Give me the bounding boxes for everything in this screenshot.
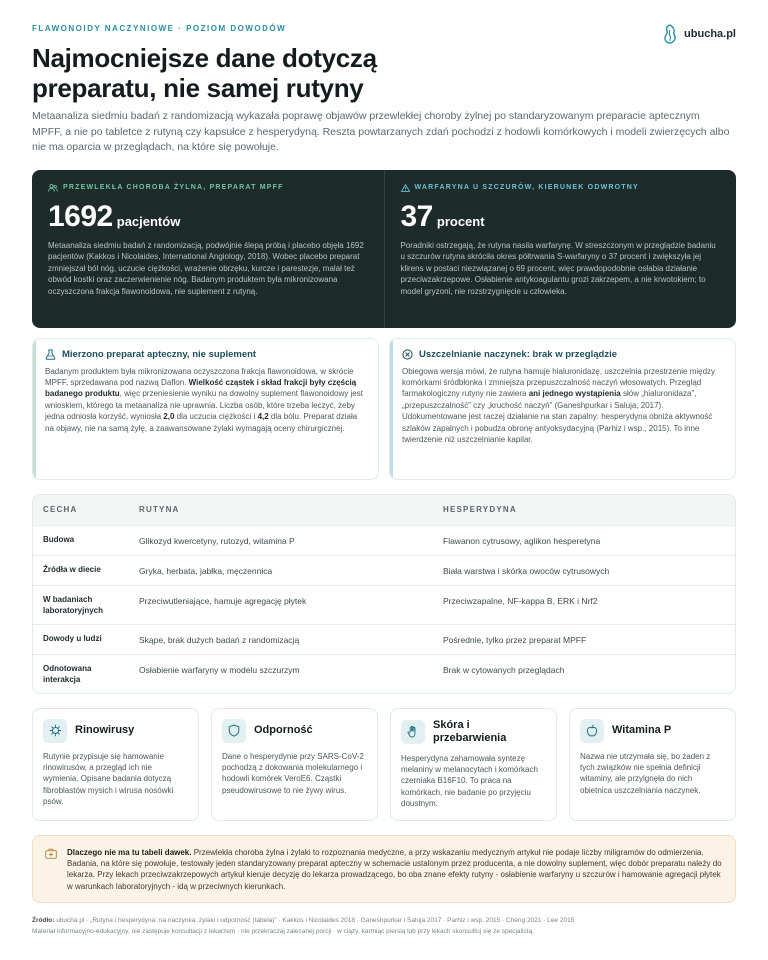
card-vitamin-p-body: Nazwa nie utrzymała się, bo żaden z tych związków nie spełnia definicji witaminy, ale przylgnęła do nich obietnica uszczelniania naczynek. — [580, 751, 711, 795]
card-immunity-title: Odporność — [254, 724, 313, 736]
card-capillary-sealing — [389, 338, 736, 480]
card-skin-title: Skóra i przebarwienia — [433, 718, 507, 744]
hand-icon — [407, 725, 419, 738]
stat-mpff-number: 1692 — [48, 199, 113, 233]
table-row: Źródła w diecie Gryka, herbata, jabłka, męczennica Biała warstwa i skórka owoców cytrusowych — [33, 555, 735, 585]
card-pharmacy-product — [32, 338, 379, 480]
card-rhinovirus — [32, 708, 199, 821]
card-immunity — [211, 708, 378, 821]
people-icon — [48, 184, 58, 192]
table-row: Dowody u ludzi Skąpe, brak dużych badań z randomizacją Pośrednie, tylko przez preparat MPFF — [33, 624, 735, 654]
stat-mpff-tag: PRZEWLEKŁA CHOROBA ŻYLNA, PREPARAT MPFF — [63, 184, 284, 191]
card-rhinovirus-title: Rinowirusy — [75, 724, 135, 736]
card-capillary-body: Obiegowa wersja mówi, że rutyna hamuje hialuronidazę, uszczelnia przestrzenie między komórkami śródbłonka i zmniejsza przepuszczalność naczyń włosowatych. Przegląd farmakologiczny rutyny nie zawiera ani jednego wystąpienia słów „hialuronidaza”, „przepuszczalność” czy „kruchość naczyń” (Ganeshpurkar i Saluja, 2017). Udokumentowane jest raczej działanie na stan zapalny: hesperydyna obniża aktywność szlaków zapalnych i pobudza obronę antyoksydacyjną (Parhiz i wsp., 2015). To inne twierdzenie niż uszczelnianie kapilar. — [402, 366, 716, 444]
shield-icon — [228, 724, 240, 737]
dosage-note-text: Dlaczego nie ma tu tabeli dawek. Przewlekła choroba żylna i żylaki to rozpoznania medyczne, a przy wskazaniu medycznym artykuł nie podaje liczby miligramów do odmierzenia. Badania, na które się powołuje, testowały jeden standaryzowany preparat apteczny w schemacie ustalonym przez producenta, a nie dowolny suplement, więc dobór preparatu należy do lekarza. Przy lekach przeciwzakrzepowych artykuł kieruje decyzję do lekarza prowadzącego, bo oba znane efekty rutyny - osłabienie warfaryny u szczurów i hamowanie agregacji płytek w warunkach laboratoryjnych - idą w przeciwnych kierunkach. — [67, 847, 722, 891]
card-skin — [390, 708, 557, 821]
stat-mpff-unit: pacjentów — [116, 213, 181, 229]
column-header-feature: CECHA — [43, 505, 78, 514]
footer-disclaimer: Materiał informacyjno-edukacyjny, nie zastępuje konsultacji z lekarzem · nie przekraczaj zalecanej porcji · w ciąży, karmiąc piersią lub przy lekach skonsultuj się ze specjalistą. — [32, 928, 534, 936]
table-header — [33, 495, 735, 525]
myth-cards — [32, 708, 736, 821]
card-immunity-body: Dane o hesperydynie przy SARS-CoV-2 pochodzą z dokowania molekularnego i hodowli komórek VeroE6. Cząstki pseudowirusowe to nie żywy wirus. — [222, 751, 364, 795]
x-circle-icon — [402, 349, 413, 360]
brand[interactable] — [661, 24, 736, 44]
infographic-page — [32, 24, 736, 937]
footer — [32, 915, 736, 937]
eyebrow: FLAWONOIDY NACZYNIOWE · POZIOM DOWODÓW — [32, 24, 287, 33]
card-pharmacy-title: Mierzono preparat apteczny, nie suplement — [62, 348, 257, 360]
card-rhinovirus-body: Rutynie przypisuje się hamowanie rinowirusów, a przegląd ich nie wymienia. Opisane badania dotyczą fibroblastów mysich i wirusa nosówki psów. — [43, 751, 174, 807]
stat-mpff-description: Metaanaliza siedmiu badań z randomizacją, podwójnie ślepą próbą i placebo objęła 1692 pacjentów (Kakkos i Nicolaides, International Angiology, 2018). Wobec placebo preparat zmniejszał ból nóg, uczucie ciężkości, wrażenie obrzęku, kurcze i parestezje, malał też obwód kostki oraz zaczerwienienie nóg. Badanym produktem była mikronizowana oczyszczona frakcja flawonoidowa, nie suplement z rutyną. — [48, 240, 364, 296]
stat-warfarin-description: Poradniki ostrzegają, że rutyna nasila warfarynę. W streszczonym w przeglądzie badaniu u szczurów rutyna skróciła okres półtrwania S-warfaryny o 37 procent i zwiększyła jej klirens w postaci niezwiązanej o 69 procent, więc prawdopodobnie osłabia działanie przeciwzakrzepowe. Osłabienie antykoagulantu grozi zakrzepem, a nie krwotokiem; to model gryzoni, nie rozstrzygnięcie u człowieka. — [400, 240, 716, 296]
stat-warfarin-tag: WARFARYNA U SZCZURÓW, KIERUNEK ODWROTNY — [414, 184, 639, 191]
apple-icon — [586, 724, 598, 737]
table-row: Odnotowana interakcja Osłabienie warfaryny w modelu szczurzym Brak w cytowanych przeglądach — [33, 654, 735, 693]
table-row: W badaniach laboratoryjnych Przeciwutleniające, hamuje agregację płytek Przeciwzapalne, NF-kappa B, ERK i Nrf2 — [33, 585, 735, 624]
stat-warfarin-number: 37 — [400, 199, 433, 233]
card-skin-body: Hesperydyna zahamowała syntezę melaniny w melanocytach i komórkach czerniaka B16F10. To praca na komórkach, nie badanie po przyjęciu doustnym. — [401, 753, 538, 809]
kombucha-logo-icon — [661, 24, 679, 44]
footer-sources: Źródło: ubucha.pl · „Rutyna i hesperydyna: na naczynka, żylaki i odporność (tabela)” · Kakkos i Nicolaides 2018 · Ganeshpurkar i Saluja 2017 · Parhiz i wsp. 2015 · Cheng 2021 · Lee 2015 — [32, 917, 575, 925]
virus-icon — [49, 724, 62, 737]
page-title: Najmocniejsze dane dotyczą preparatu, nie samej rutyny — [32, 43, 377, 103]
card-vitamin-p — [569, 708, 736, 821]
comparison-table — [32, 494, 736, 694]
lead-paragraph: Metaanaliza siedmiu badań z randomizacją wykazała poprawę objawów przewlekłej choroby żylnej po standaryzowanym preparacie aptecznym MPFF, a nie po tabletce z rutyną czy kapsułce z hesperydyną. Reszta powtarzanych zdań pochodzi z hodowli komórkowych i modeli zwierzęcych albo nie ma oparcia w przeglądach, na które się powołuje. — [32, 110, 730, 153]
evidence-cards — [32, 338, 736, 480]
card-capillary-title: Uszczelnianie naczynek: brak w przeglądzie — [419, 348, 617, 360]
dosage-note — [32, 835, 736, 904]
table-row: Budowa Glikozyd kwercetyny, rutozyd, witamina P Flawanon cytrusowy, aglikon hesperetyna — [33, 525, 735, 555]
card-pharmacy-body: Badanym produktem była mikronizowana oczyszczona frakcja flawonoidowa, w skrócie MPFF, sprzedawana pod nazwą Daflon. Wielkość cząstek i skład frakcji były częścią badanego produktu, więc przeniesienie wyniku na dowolny suplement flawonoidowy jest wnioskiem, którego ta metaanaliza nie uprawnia. Liczba osób, które trzeba leczyć, żeby jedna odniosła korzyść, wyniosła 2,0 dla uczucia ciężkości i 4,2 dla bólu. Preparat działa na objawy, nie na samą żyłę, a zaawansowane żylaki wymagają oceny chirurgicznej. — [45, 366, 363, 433]
stat-warfarin — [384, 170, 737, 328]
column-header-rutin: RUTYNA — [139, 505, 180, 514]
warning-icon — [401, 184, 410, 192]
stat-mpff — [32, 170, 384, 328]
flask-icon — [45, 349, 56, 360]
stat-warfarin-unit: procent — [436, 213, 485, 229]
first-aid-kit-icon — [45, 848, 57, 859]
column-header-hesperidin: HESPERYDYNA — [443, 505, 517, 514]
card-vitamin-p-title: Witamina P — [612, 724, 672, 736]
key-stats-panel — [32, 170, 736, 328]
brand-name: ubucha.pl — [684, 28, 736, 40]
